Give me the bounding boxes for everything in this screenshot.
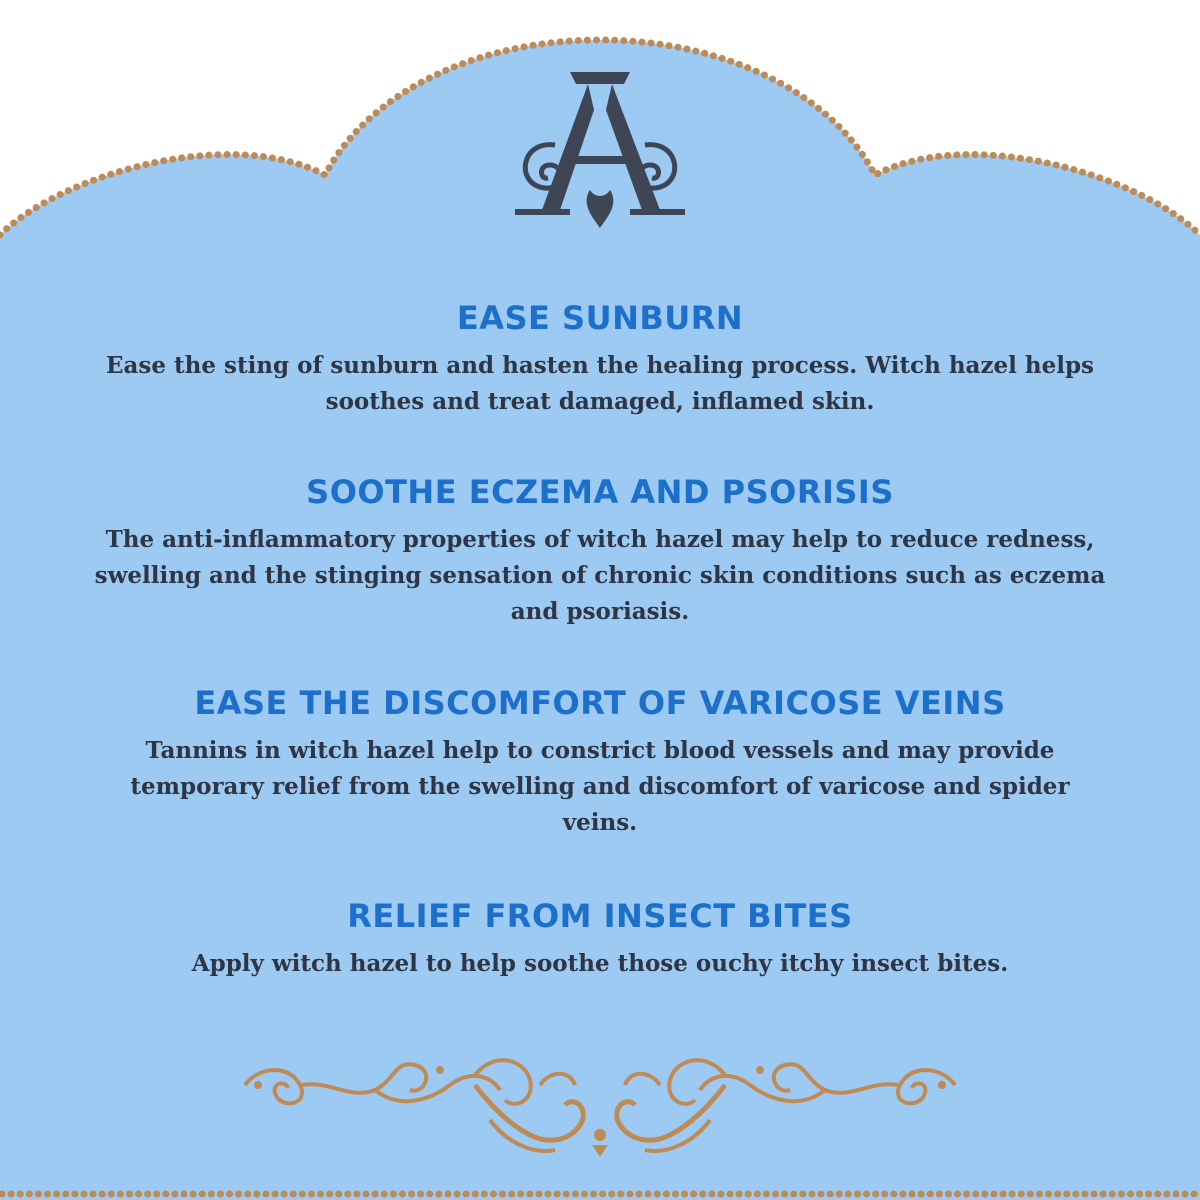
section-soothe-eczema (60, 472, 1140, 630)
section-insect-bites (60, 896, 1140, 982)
section-body: Tannins in witch hazel help to constrict blood vessels and may provide temporary relief from the swelling and discomfort of varicose and spider veins. (130, 737, 1070, 836)
section-body: Apply witch hazel to help soothe those ouchy itchy insect bites. (191, 950, 1009, 977)
section-varicose-veins (60, 683, 1140, 841)
section-body: Ease the sting of sunburn and hasten the healing process. Witch hazel helps soothes and treat damaged, inflamed skin. (105, 352, 1095, 415)
section-heading: SOOTHE ECZEMA AND PSORISIS (306, 473, 894, 511)
section-ease-sunburn (60, 298, 1140, 420)
section-heading: EASE THE DISCOMFORT OF VARICOSE VEINS (194, 684, 1006, 722)
section-heading: EASE SUNBURN (456, 299, 744, 337)
section-body: The anti-inflammatory properties of witch hazel may help to reduce redness, swelling and the stinging sensation of chronic skin conditions such as eczema and psoriasis. (94, 526, 1106, 625)
section-heading: RELIEF FROM INSECT BITES (347, 897, 853, 935)
